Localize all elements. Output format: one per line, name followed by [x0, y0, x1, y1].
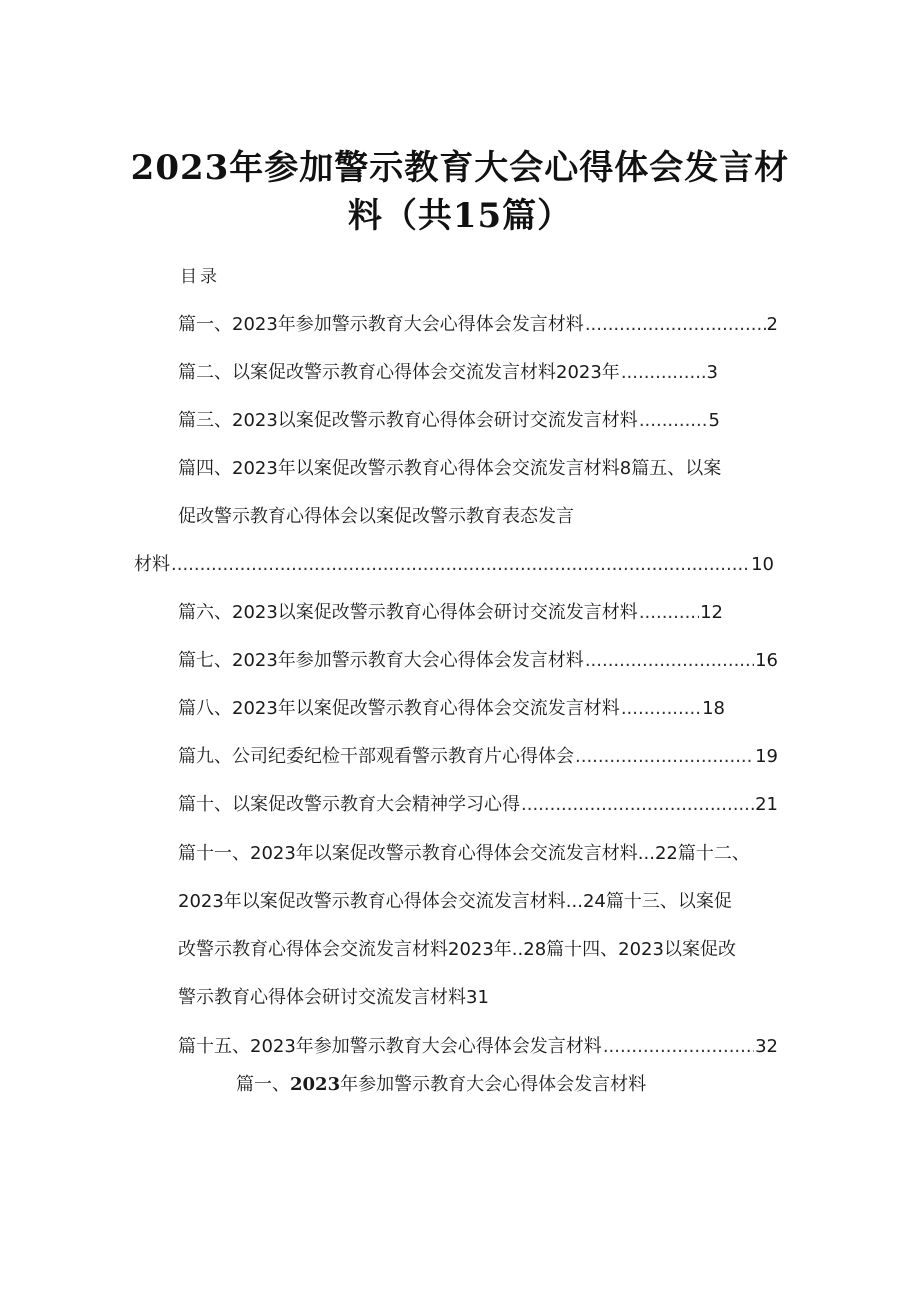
toc-entry-page: 32: [755, 1036, 778, 1057]
toc-entry[interactable]: [178, 697, 725, 721]
section-heading: [236, 1070, 646, 1096]
section-heading-year: 2023: [290, 1074, 341, 1095]
toc-leader-dots: [639, 409, 708, 433]
section-heading-text: 年参加警示教育大会心得体会发言材料: [340, 1074, 647, 1095]
toc-leader-dots: [621, 361, 706, 385]
toc-leader-dots: [585, 649, 754, 673]
toc-entry[interactable]: [134, 553, 774, 577]
toc-entry-continuation: 警示教育心得体会研讨交流发言材料31: [178, 987, 489, 1008]
toc-entry-title: 篇六、2023以案促改警示教育心得体会研讨交流发言材料: [178, 602, 638, 623]
toc-entry-title: 材料: [134, 554, 170, 575]
toc-entry-continuation: 改警示教育心得体会交流发言材料2023年..28篇十四、2023以案促改: [178, 939, 736, 960]
section-heading-prefix: 篇一、: [236, 1074, 290, 1095]
toc-entry-title: 篇八、2023年以案促改警示教育心得体会交流发言材料: [178, 698, 620, 719]
toc-leader-dots: [575, 745, 754, 769]
toc-entry-page: 19: [755, 746, 778, 767]
toc-entry-title: 篇三、2023以案促改警示教育心得体会研讨交流发言材料: [178, 410, 638, 431]
toc-entry-page: 5: [708, 410, 720, 431]
document-title-line-2: 料（共15篇）: [347, 196, 573, 236]
toc-entry-page: 12: [700, 602, 723, 623]
toc-entry-title: 篇二、以案促改警示教育心得体会交流发言材料2023年: [178, 362, 620, 383]
toc-leader-dots: [621, 697, 701, 721]
toc-entry-continuation: 促改警示教育心得体会以案促改警示教育表态发言: [178, 506, 574, 527]
toc-entry-page: 3: [706, 362, 718, 383]
document-title-line-1: 2023年参加警示教育大会心得体会发言材: [130, 148, 790, 188]
toc-leader-dots: [639, 601, 699, 625]
toc-entry[interactable]: [178, 361, 718, 385]
toc-entry-continuation: 2023年以案促改警示教育心得体会交流发言材料...24篇十三、以案促: [178, 891, 732, 912]
toc-entry-title: 篇七、2023年参加警示教育大会心得体会发言材料: [178, 650, 584, 671]
toc-leader-dots: [171, 553, 750, 577]
toc-entry[interactable]: [178, 601, 723, 625]
toc-entry[interactable]: [178, 1035, 778, 1059]
toc-leader-dots: [521, 793, 754, 817]
toc-entry-page: 10: [751, 554, 774, 575]
toc-entry-page: 21: [755, 794, 778, 815]
toc-entry-title: 篇十、以案促改警示教育大会精神学习心得: [178, 794, 520, 815]
toc-entry[interactable]: [178, 409, 720, 433]
toc-entry[interactable]: 篇四、2023年以案促改警示教育心得体会交流发言材料8篇五、以案: [178, 458, 722, 479]
toc-entry-title: 篇一、2023年参加警示教育大会心得体会发言材料: [178, 314, 584, 335]
toc-entry[interactable]: [178, 793, 778, 817]
toc-leader-dots: [603, 1035, 754, 1059]
toc-entry-title: 篇十五、2023年参加警示教育大会心得体会发言材料: [178, 1036, 602, 1057]
toc-entry[interactable]: [178, 649, 778, 673]
toc-entry-page: 18: [702, 698, 725, 719]
toc-leader-dots: [585, 313, 766, 337]
toc-heading: 目录: [180, 267, 220, 287]
toc-entry-title: 篇九、公司纪委纪检干部观看警示教育片心得体会: [178, 746, 574, 767]
toc-entry[interactable]: [178, 745, 778, 769]
toc-entry[interactable]: 篇十一、2023年以案促改警示教育心得体会交流发言材料...22篇十二、: [178, 843, 750, 864]
toc-entry-page: 16: [755, 650, 778, 671]
toc-entry[interactable]: [178, 313, 778, 337]
toc-entry-page: 2: [766, 314, 778, 335]
